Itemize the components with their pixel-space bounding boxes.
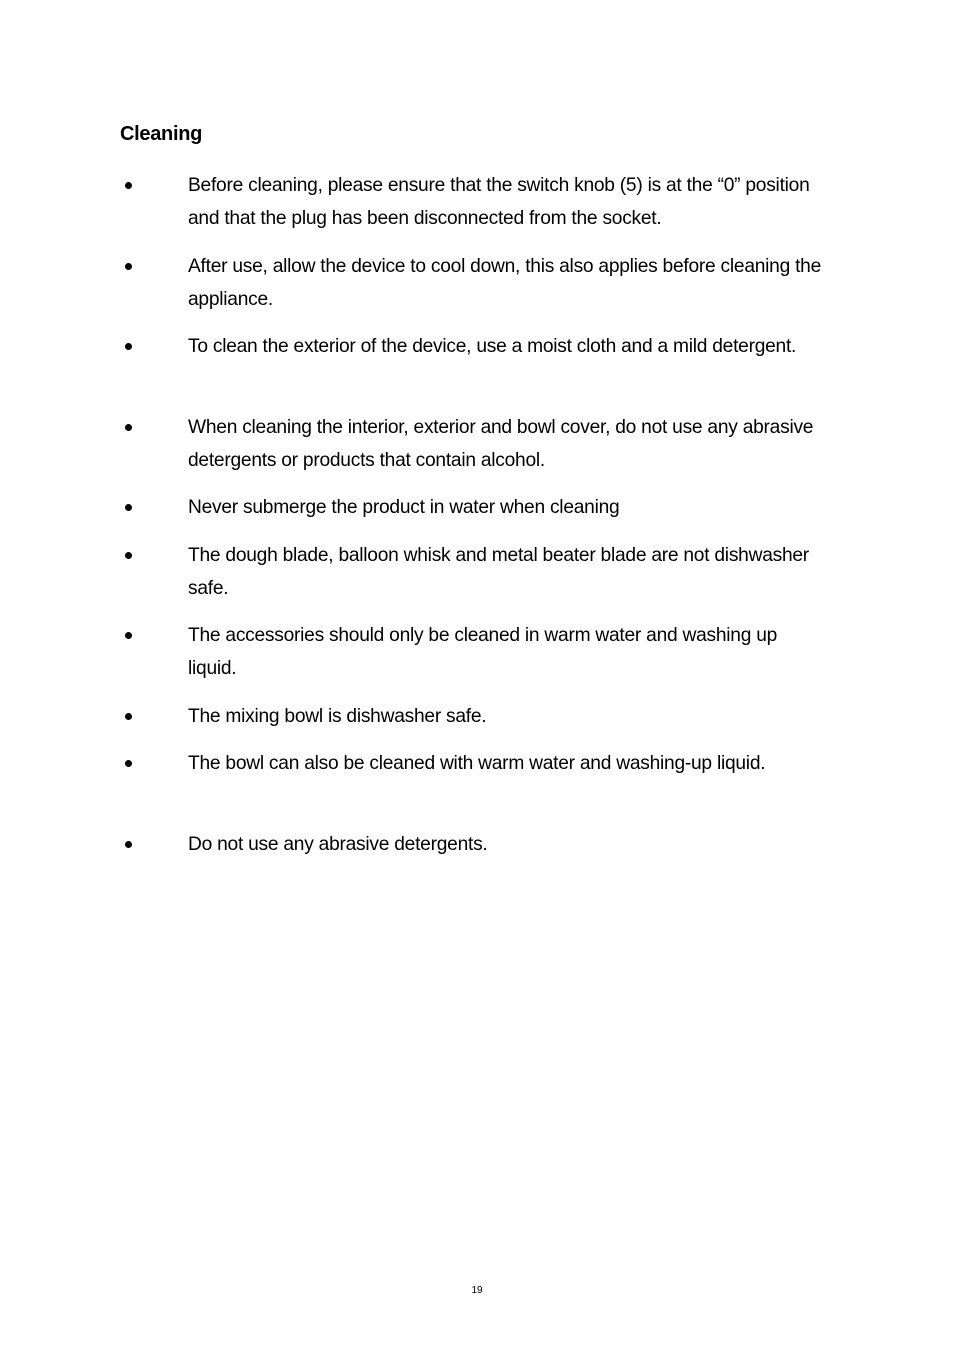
list-item-text: The dough blade, balloon whisk and metal beater blade are not dishwasher safe.: [188, 545, 809, 599]
list-item-text: To clean the exterior of the device, use a moist cloth and a mild detergent.: [188, 336, 797, 357]
list-item-text: Do not use any abrasive detergents.: [188, 834, 488, 855]
bullet-icon: [125, 424, 132, 431]
bullet-icon: [125, 504, 132, 511]
section-heading: Cleaning: [120, 123, 203, 145]
list-item-text: Before cleaning, please ensure that the switch knob (5) is at the “0” position and that the plug has been disconnected from the socket.: [188, 175, 810, 229]
bullet-icon: [125, 760, 132, 767]
bullet-icon: [125, 343, 132, 350]
list-item-text: After use, allow the device to cool down, this also applies before cleaning the appliance.: [188, 256, 822, 310]
bullet-icon: [125, 552, 132, 559]
list-item-text: The bowl can also be cleaned with warm water and washing-up liquid.: [188, 753, 766, 774]
bullet-icon: [125, 713, 132, 720]
list-item-text: Never submerge the product in water when cleaning: [188, 497, 620, 518]
bullet-icon: [125, 263, 132, 270]
page-number: 19: [471, 1285, 483, 1296]
list-item-text: The mixing bowl is dishwasher safe.: [188, 706, 487, 727]
list-item-text: The accessories should only be cleaned in warm water and washing up liquid.: [188, 625, 778, 679]
bullet-icon: [125, 632, 132, 639]
bullet-icon: [125, 182, 132, 189]
bullet-icon: [125, 841, 132, 848]
list-item-text: When cleaning the interior, exterior and bowl cover, do not use any abrasive detergents or products that contain alcohol.: [188, 417, 814, 471]
